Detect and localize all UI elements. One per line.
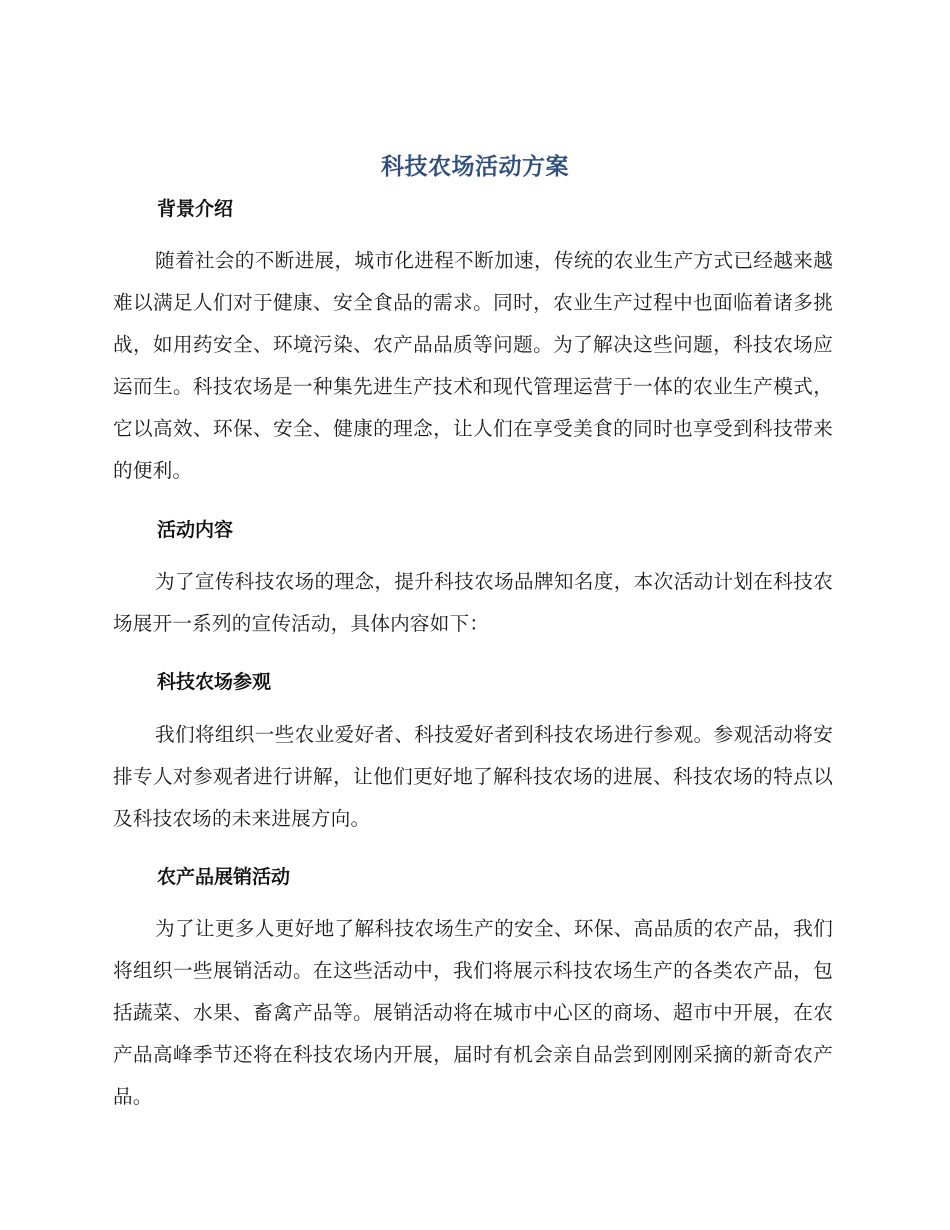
section-heading-activity-content: 活动内容 [157, 519, 234, 541]
section-heading-farm-visit: 科技农场参观 [157, 671, 272, 693]
section-paragraph-background: 随着社会的不断进展，城市化进程不断加速，传统的农业生产方式已经越来越难以满足人们对于健康、安全食品的需求。同时，农业生产过程中也面临着诸多挑战，如用药安全、环境污染、农产品品质等问题。为了解决这些问题，科技农场应运而生。科技农场是一种集先进生产技术和现代管理运营于一体的农业生产模式，它以高效、环保、安全、健康的理念，让人们在享受美食的同时也享受到科技带来的便利。 [113, 249, 833, 482]
document-title: 科技农场活动方案 [381, 154, 569, 180]
section-paragraph-farm-visit: 我们将组织一些农业爱好者、科技爱好者到科技农场进行参观。参观活动将安排专人对参观者进行讲解，让他们更好地了解科技农场的进展、科技农场的特点以及科技农场的未来进展方向。 [113, 723, 833, 830]
section-paragraph-product-exhibition: 为了让更多人更好地了解科技农场生产的安全、环保、高品质的农产品，我们将组织一些展销活动。在这些活动中，我们将展示科技农场生产的各类农产品，包括蔬菜、水果、畜禽产品等。展销活动将在城市中心区的商场、超市中开展，在农产品高峰季节还将在科技农场内开展，届时有机会亲自品尝到刚刚采摘的新奇农产品。 [113, 917, 833, 1108]
section-paragraph-activity-content: 为了宣传科技农场的理念，提升科技农场品牌知名度，本次活动计划在科技农场展开一系列的宣传活动，具体内容如下： [113, 570, 833, 635]
section-heading-product-exhibition: 农产品展销活动 [157, 866, 291, 888]
section-heading-background: 背景介绍 [157, 198, 234, 220]
